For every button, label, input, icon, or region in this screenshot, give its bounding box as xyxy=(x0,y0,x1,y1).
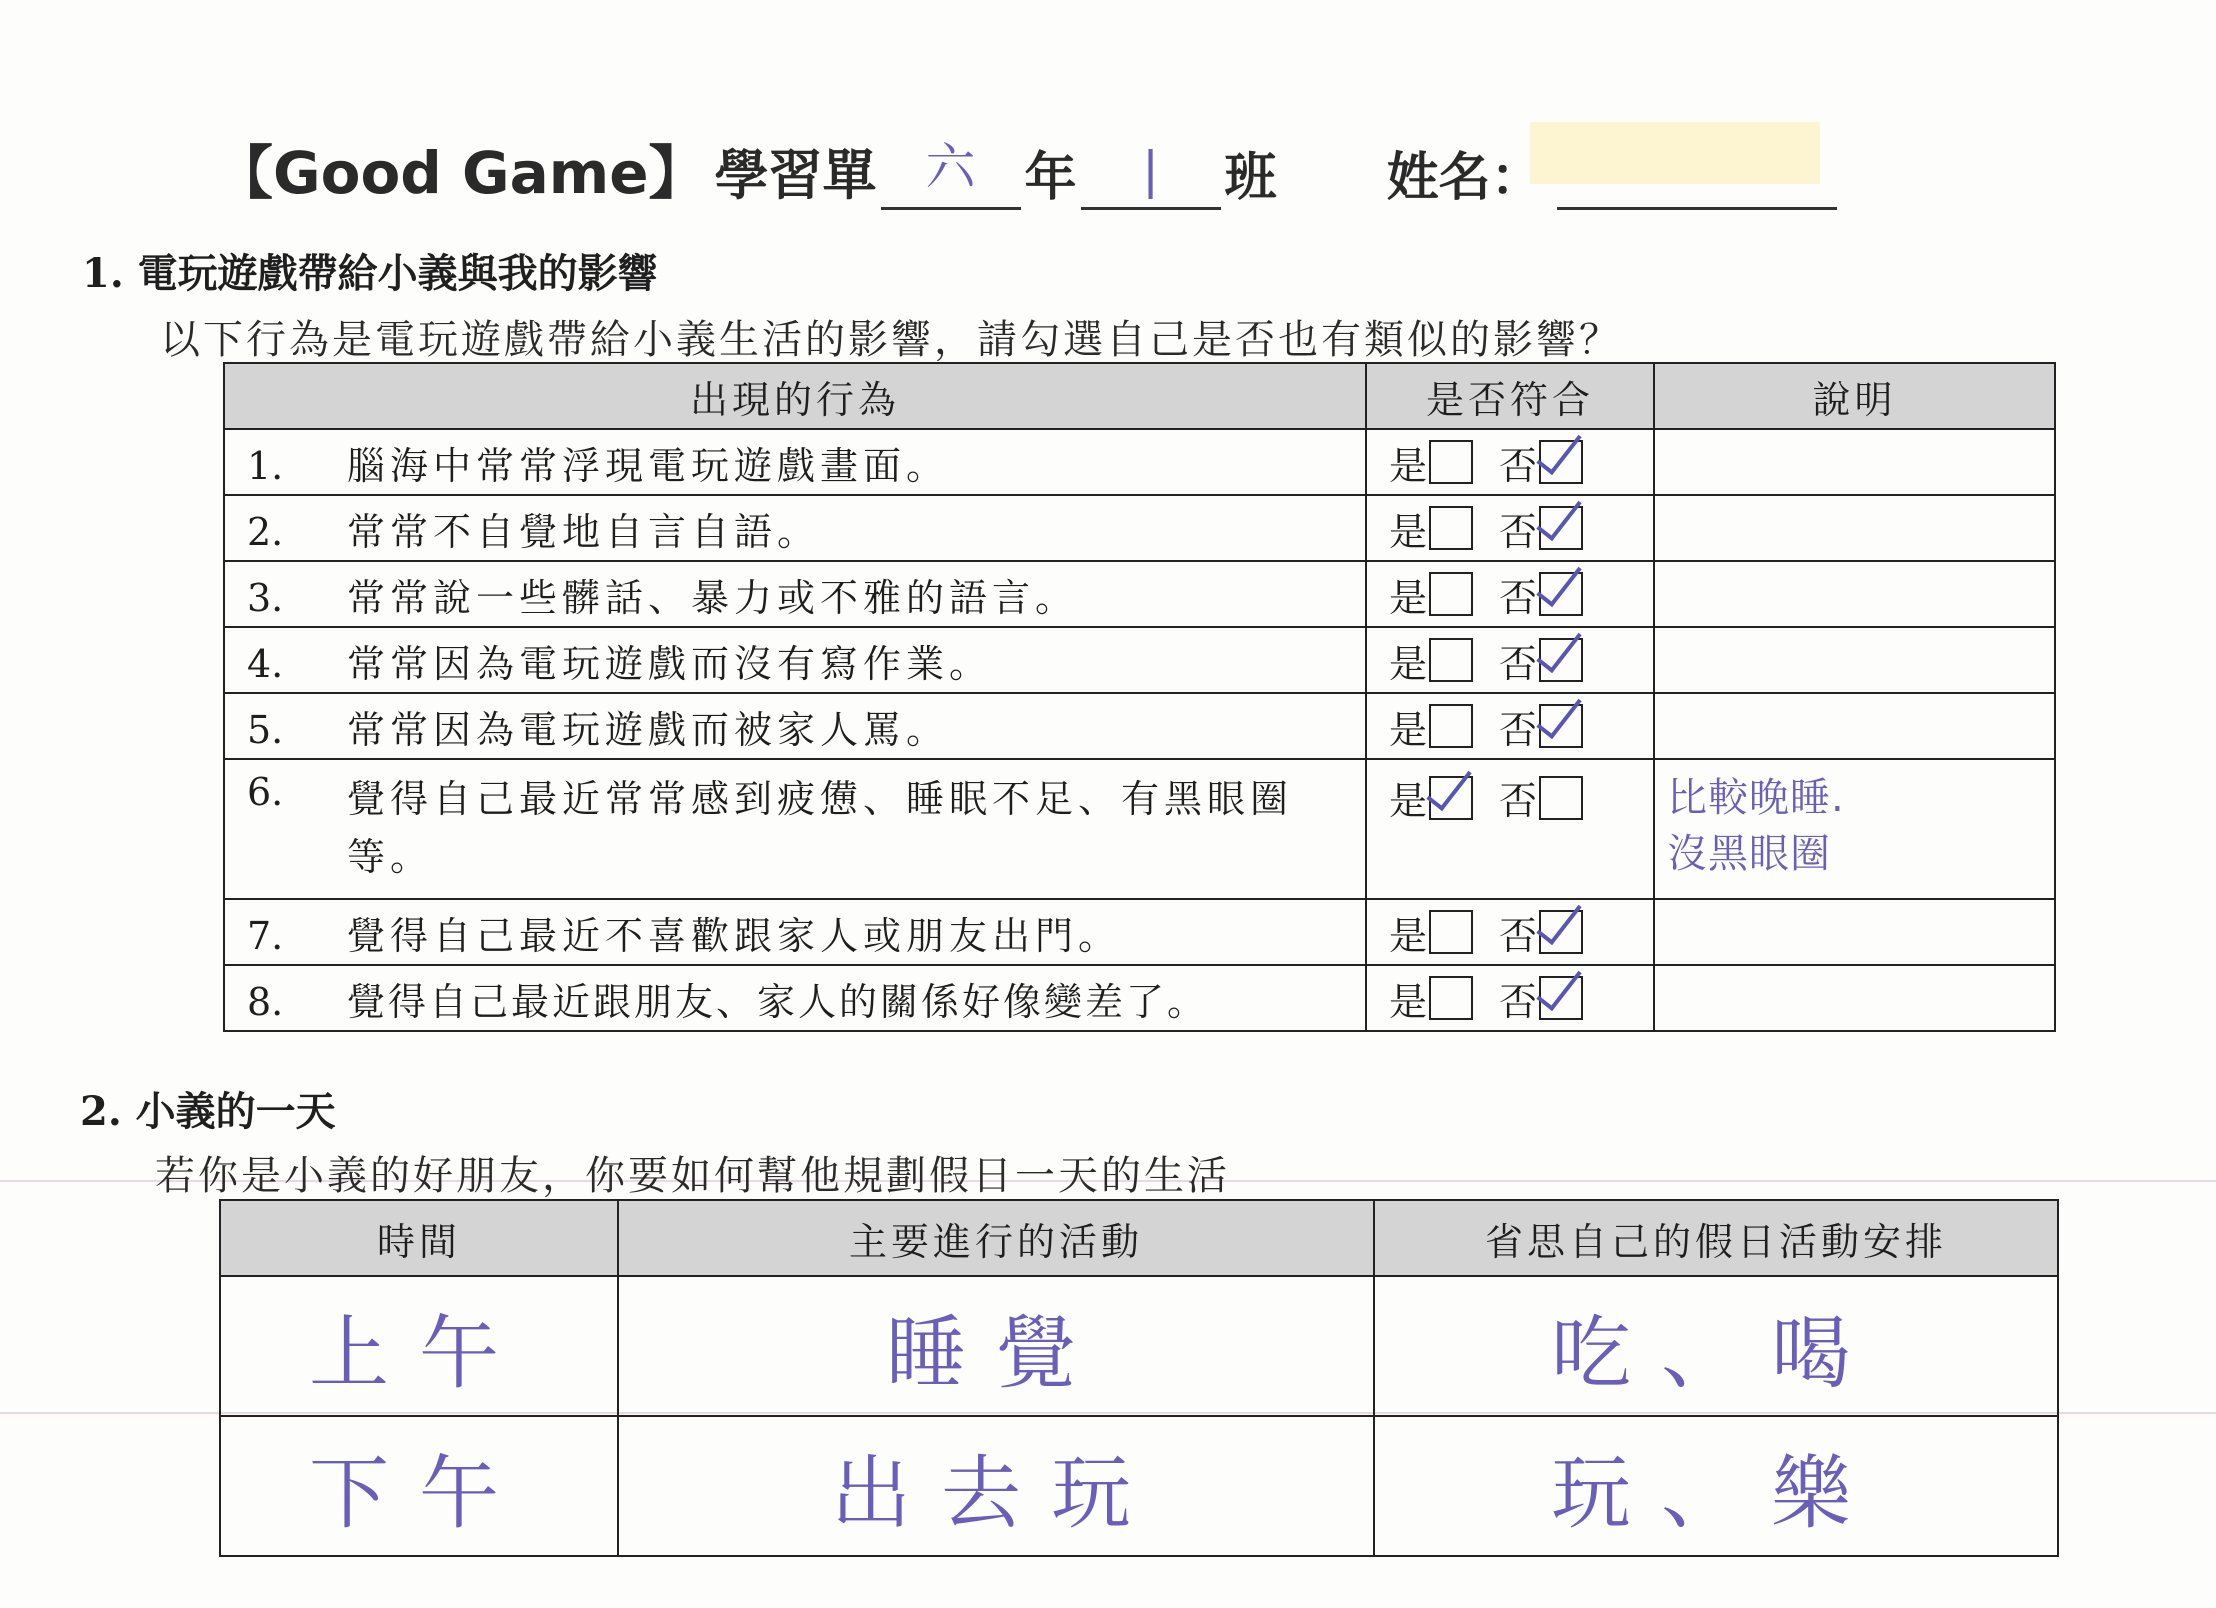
yes-checkbox[interactable] xyxy=(1429,910,1473,954)
note-cell[interactable] xyxy=(1654,495,2055,561)
behavior-text: 常常因為電玩遊戲而被家人罵。 xyxy=(347,707,950,752)
table-row xyxy=(224,693,2055,759)
reflection-cell[interactable] xyxy=(1374,1416,2058,1556)
grade-field[interactable] xyxy=(881,138,1021,210)
yes-label: 是 xyxy=(1389,641,1428,686)
time-cell[interactable] xyxy=(220,1416,618,1556)
behavior-text: 腦海中常常浮現電玩遊戲畫面。 xyxy=(347,443,950,488)
no-label: 否 xyxy=(1499,979,1538,1024)
activity-cell[interactable] xyxy=(618,1276,1374,1416)
section1-description: 以下行為是電玩遊戲帶給小義生活的影響，請勾選自己是否也有類似的影響？ xyxy=(160,317,1622,363)
handwritten-activity: 出去玩 xyxy=(831,1446,1161,1540)
table-row xyxy=(220,1416,2058,1556)
note-cell[interactable] xyxy=(1654,429,2055,495)
behavior-text: 覺得自己最近不喜歡跟家人或朋友出門。 xyxy=(347,913,1122,958)
handwritten-time: 下午 xyxy=(309,1446,529,1540)
section2-heading: 2. 小義的一天 xyxy=(80,1088,336,1135)
behavior-text: 覺得自己最近常常感到疲憊、睡眠不足、有黑眼圈等。 xyxy=(347,777,1294,879)
behavior-text: 常常說一些髒話、暴力或不雅的語言。 xyxy=(347,575,1079,620)
no-label: 否 xyxy=(1499,641,1538,686)
day-plan-table xyxy=(219,1199,2059,1557)
no-checkbox[interactable] xyxy=(1539,910,1583,954)
title-bracket: 【Good Game】 xyxy=(215,139,707,207)
behavior-text: 常常不自覺地自言自語。 xyxy=(347,509,821,554)
no-checkbox[interactable] xyxy=(1539,776,1583,820)
handwritten-note: 比較晚睡. xyxy=(1667,775,1845,821)
row-number: 5. xyxy=(247,707,284,752)
table-row xyxy=(224,759,2055,899)
handwritten-note: 沒黑眼圈 xyxy=(1667,831,1831,877)
no-checkbox[interactable] xyxy=(1539,506,1583,550)
row-number: 3. xyxy=(247,575,284,620)
no-checkbox[interactable] xyxy=(1539,704,1583,748)
no-label: 否 xyxy=(1499,575,1538,620)
table-row xyxy=(224,627,2055,693)
yes-checkbox[interactable] xyxy=(1429,776,1473,820)
class-field[interactable] xyxy=(1081,141,1221,210)
yes-label: 是 xyxy=(1389,707,1428,752)
no-label: 否 xyxy=(1499,779,1538,823)
class-label: 班 xyxy=(1224,148,1277,208)
table-row xyxy=(224,561,2055,627)
row-number: 1. xyxy=(247,443,284,488)
yes-checkbox[interactable] xyxy=(1429,572,1473,616)
name-field[interactable] xyxy=(1557,147,1837,210)
note-cell[interactable] xyxy=(1654,965,2055,1031)
activity-cell[interactable] xyxy=(618,1416,1374,1556)
title-main: 學習單 xyxy=(714,144,877,207)
yes-label: 是 xyxy=(1389,913,1428,958)
col-activity: 主要進行的活動 xyxy=(618,1200,1374,1276)
col-reflection: 省思自己的假日活動安排 xyxy=(1374,1200,2058,1276)
behavior-text: 覺得自己最近跟朋友、家人的關係好像變差了。 xyxy=(347,979,1209,1024)
col-match: 是否符合 xyxy=(1366,363,1654,429)
yes-checkbox[interactable] xyxy=(1429,704,1473,748)
no-label: 否 xyxy=(1499,913,1538,958)
table-header-row xyxy=(220,1200,2058,1276)
behavior-table xyxy=(223,362,2056,1032)
note-cell[interactable] xyxy=(1654,693,2055,759)
grade-label: 年 xyxy=(1024,148,1077,208)
row-number: 2. xyxy=(247,509,284,554)
class-value: | xyxy=(1142,141,1159,199)
no-checkbox[interactable] xyxy=(1539,572,1583,616)
section2-description: 若你是小義的好朋友，你要如何幫他規劃假日一天的生活 xyxy=(155,1153,1230,1199)
yes-checkbox[interactable] xyxy=(1429,638,1473,682)
handwritten-time: 上午 xyxy=(309,1306,529,1400)
table-row xyxy=(224,495,2055,561)
row-number: 8. xyxy=(247,979,284,1024)
table-row xyxy=(220,1276,2058,1416)
handwritten-activity: 睡覺 xyxy=(886,1306,1106,1400)
yes-label: 是 xyxy=(1389,509,1428,554)
no-checkbox[interactable] xyxy=(1539,440,1583,484)
grade-value: 六 xyxy=(925,138,976,196)
yes-label: 是 xyxy=(1389,979,1428,1024)
table-row xyxy=(224,965,2055,1031)
row-number: 4. xyxy=(247,641,284,686)
note-cell[interactable] xyxy=(1654,561,2055,627)
no-checkbox[interactable] xyxy=(1539,638,1583,682)
note-cell[interactable] xyxy=(1654,899,2055,965)
col-behavior: 出現的行為 xyxy=(224,363,1366,429)
no-label: 否 xyxy=(1499,443,1538,488)
yes-checkbox[interactable] xyxy=(1429,976,1473,1020)
no-label: 否 xyxy=(1499,509,1538,554)
section1-heading: 1. 電玩遊戲帶給小義與我的影響 xyxy=(82,250,658,297)
note-cell[interactable] xyxy=(1654,627,2055,693)
note-cell[interactable] xyxy=(1654,759,2055,899)
yes-label: 是 xyxy=(1389,443,1428,488)
handwritten-reflection: 吃、喝 xyxy=(1551,1306,1881,1400)
handwritten-reflection: 玩、樂 xyxy=(1551,1446,1881,1540)
col-note: 說明 xyxy=(1654,363,2055,429)
table-header-row xyxy=(224,363,2055,429)
reflection-cell[interactable] xyxy=(1374,1276,2058,1416)
yes-label: 是 xyxy=(1389,575,1428,620)
row-number: 6. xyxy=(247,770,284,814)
no-label: 否 xyxy=(1499,707,1538,752)
behavior-text: 常常因為電玩遊戲而沒有寫作業。 xyxy=(347,641,993,686)
table-row xyxy=(224,899,2055,965)
yes-checkbox[interactable] xyxy=(1429,440,1473,484)
name-label: 姓名： xyxy=(1386,148,1543,208)
col-time: 時間 xyxy=(220,1200,618,1276)
yes-label: 是 xyxy=(1389,779,1428,823)
yes-checkbox[interactable] xyxy=(1429,506,1473,550)
row-number: 7. xyxy=(247,913,284,958)
time-cell[interactable] xyxy=(220,1276,618,1416)
worksheet-title xyxy=(215,120,1841,210)
table-row xyxy=(224,429,2055,495)
no-checkbox[interactable] xyxy=(1539,976,1583,1020)
